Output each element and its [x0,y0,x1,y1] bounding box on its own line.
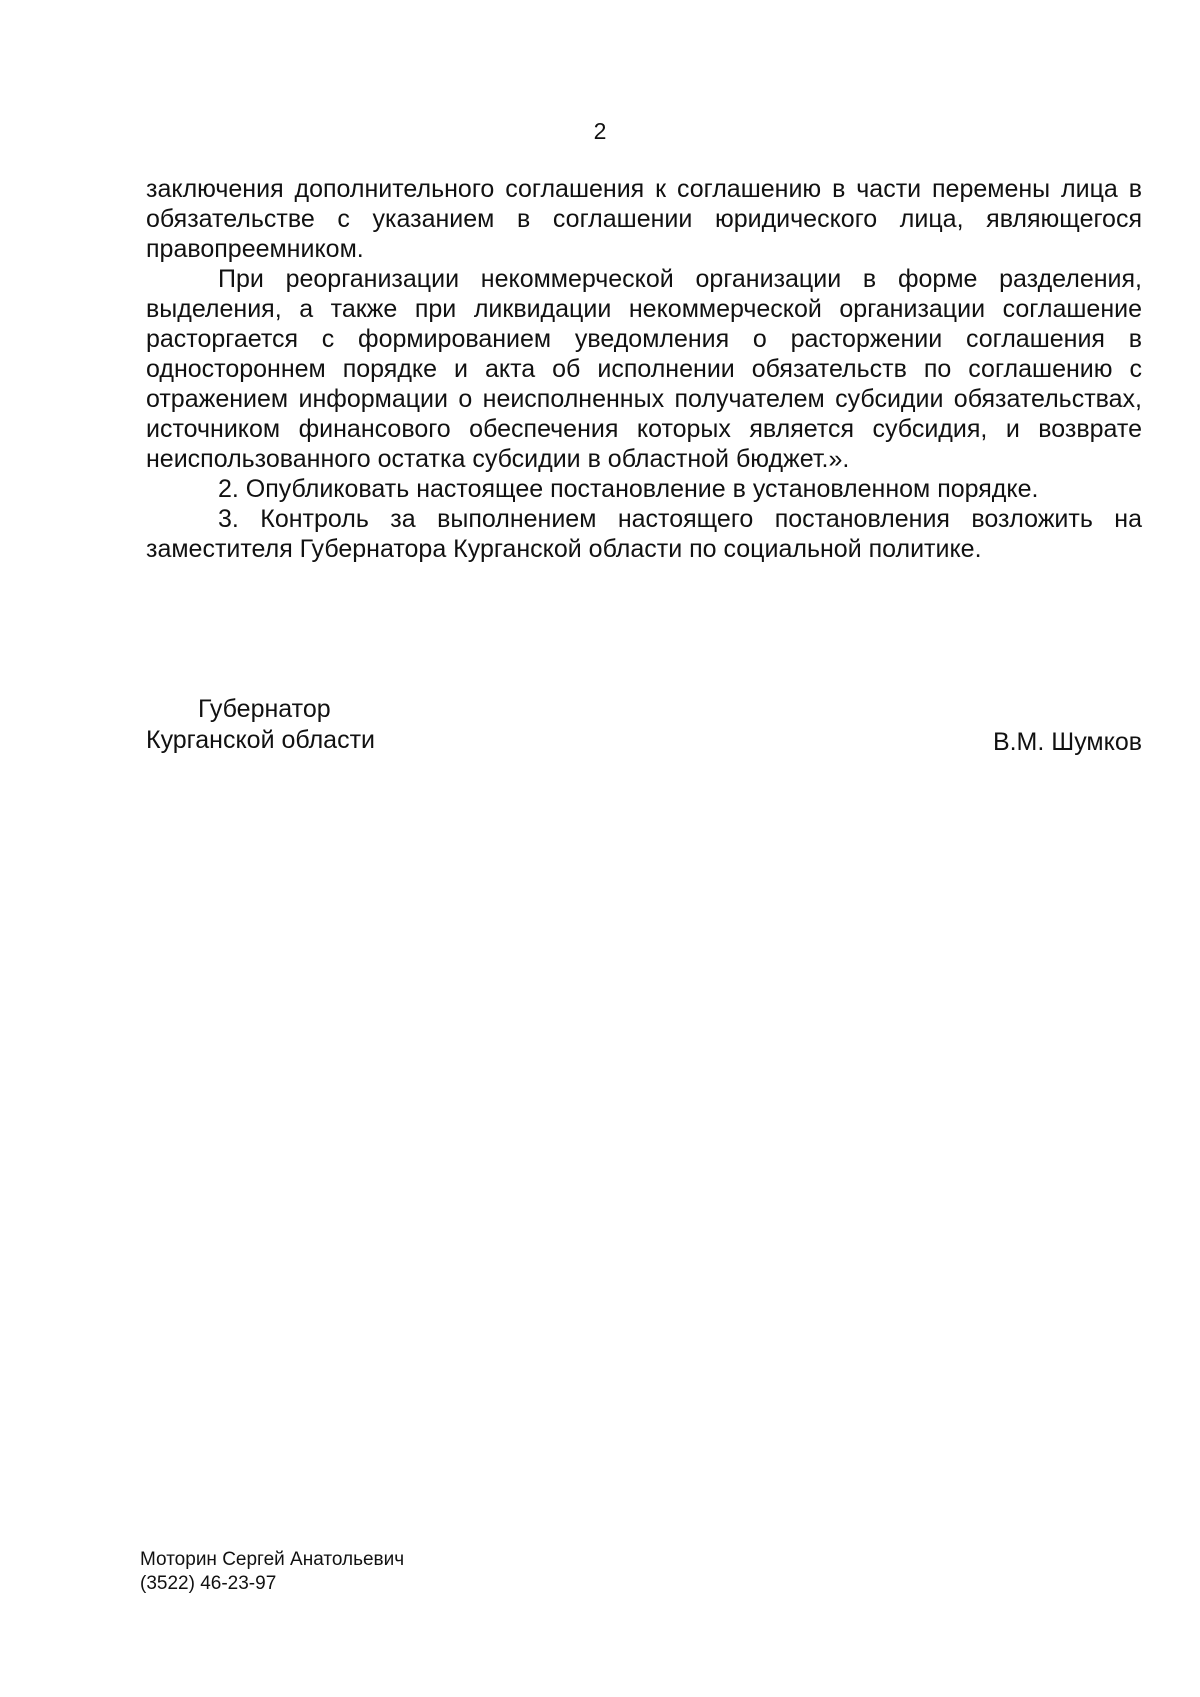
page-number: 2 [593,118,607,144]
signature-block [146,694,1142,758]
executor-block [140,1548,404,1596]
paragraph-continuation: заключения дополнительного соглашения к соглашению в части перемены лица в обязательстве с указанием в соглашении юридического лица, являющегося правопреемником. [146,175,1142,263]
paragraph-item-2: 2. Опубликовать настоящее постановление в установленном порядке. [218,475,1039,503]
executor-name: Моторин Сергей Анатольевич [140,1549,405,1570]
paragraph-reorganization: При реорганизации некоммерческой организации в форме разделения, выделения, а также при ликвидации некоммерческой организации соглашение расторгается с формированием уведомления о расторжении соглашения в одностороннем порядке и акта об исполнении обязательств по соглашению с отражением информации о неисполненных получателем субсидии обязательствах, источником финансового обеспечения которых является субсидия, и возврате неиспользованного остатка субсидии в областной бюджет.». [146,265,1142,473]
signatory-name: В.М. Шумков [992,728,1142,756]
paragraph-item-3: 3. Контроль за выполнением настоящего постановления возложить на заместителя Губернатора Курганской области по социальной политике. [146,505,1142,563]
signatory-title-line2: Курганской области [146,726,376,754]
executor-phone: (3522) 46-23-97 [140,1573,277,1594]
signatory-title-line1: Губернатор [198,695,331,723]
document-body [146,174,1142,564]
